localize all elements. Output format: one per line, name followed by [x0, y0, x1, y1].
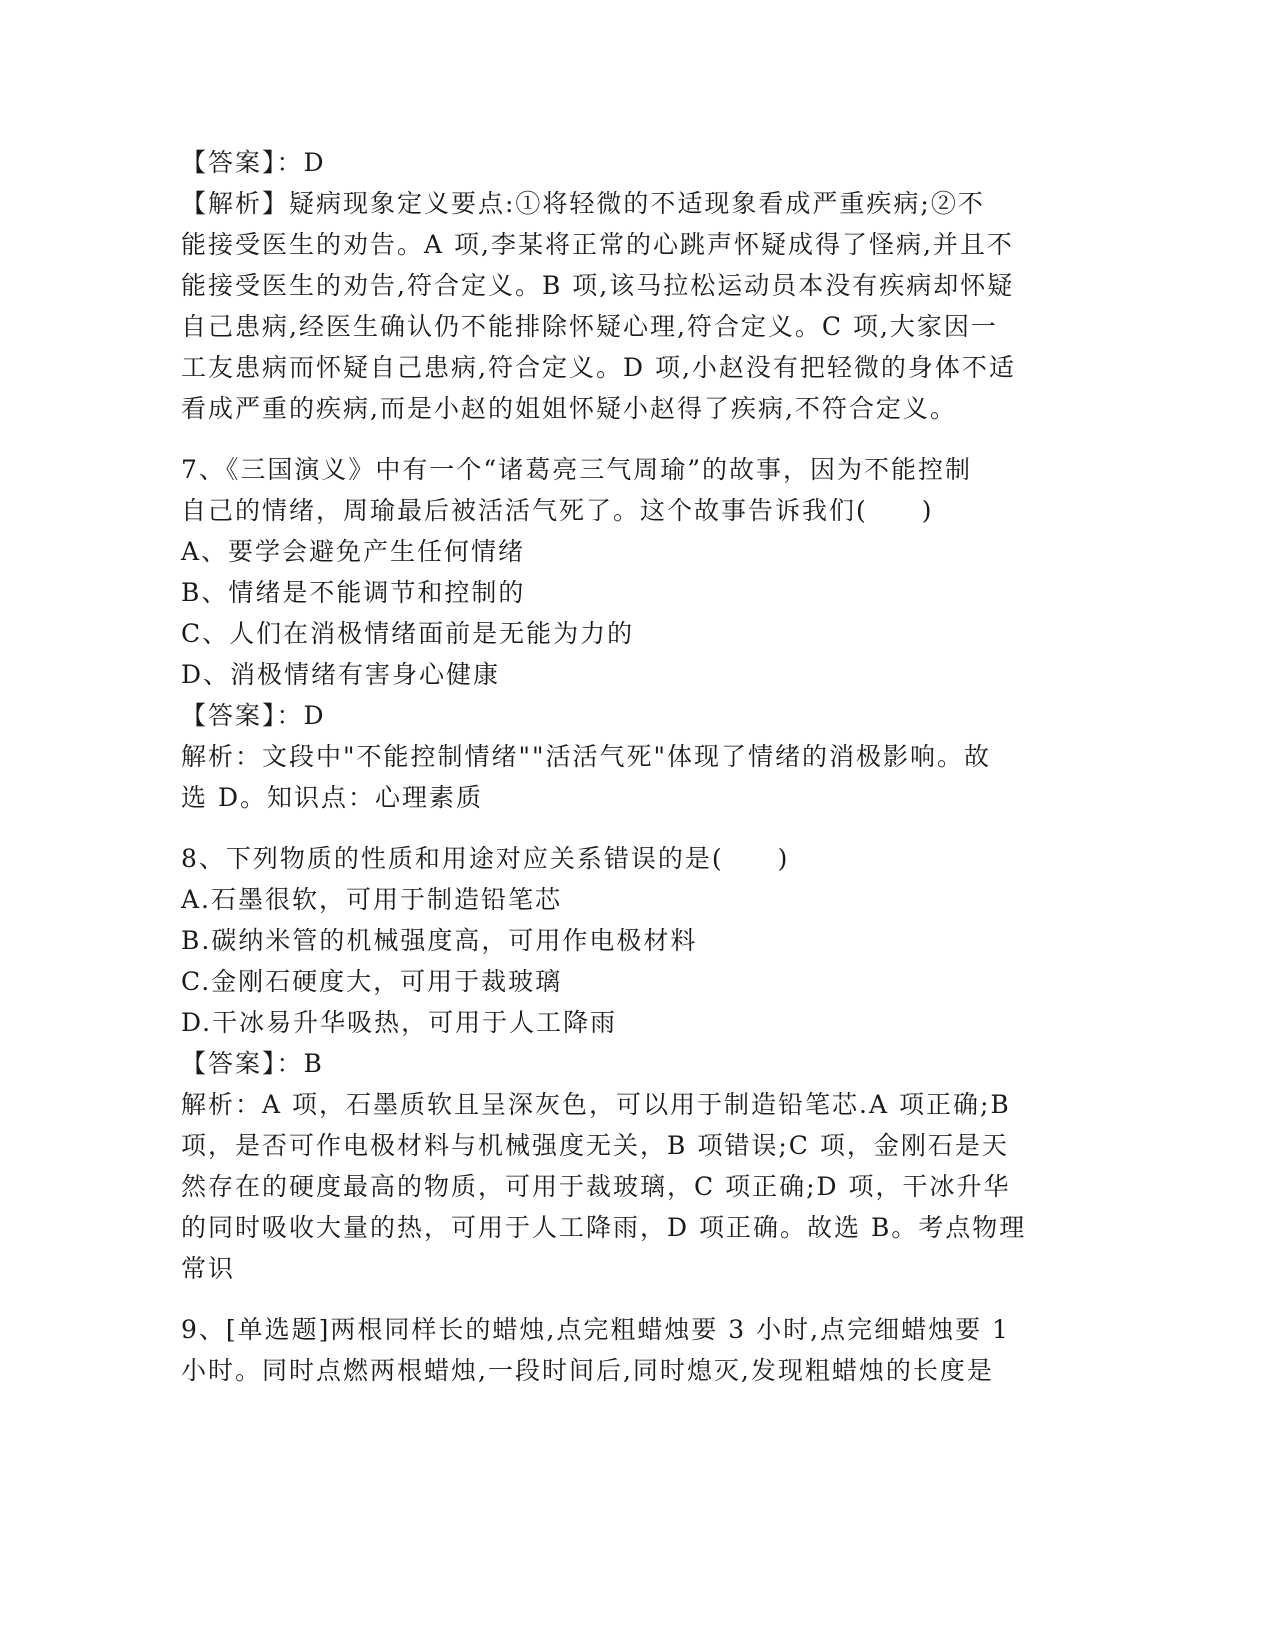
- q7-option-a: A、要学会避免产生任何情绪: [181, 537, 526, 566]
- q9-stem-line: 9、[单选题]两根同样长的蜡烛,点完粗蜡烛要 3 小时,点完细蜡烛要 1: [181, 1315, 1010, 1344]
- question-8: [181, 838, 1043, 1289]
- q8-answer: 【答案】：B: [181, 1049, 324, 1078]
- q7-analysis-line: 选 D。知识点：心理素质: [181, 783, 483, 812]
- q6-analysis-line: 能接受医生的劝告,符合定义。B 项,该马拉松运动员本没有疾病却怀疑: [181, 271, 1015, 300]
- q7-option-b: B、情绪是不能调节和控制的: [181, 578, 526, 607]
- q6-analysis-line: 看成严重的疾病,而是小赵的姐姐怀疑小赵得了疾病,不符合定义。: [181, 394, 957, 423]
- q8-option-c: C.金刚石硬度大，可用于裁玻璃: [181, 967, 563, 996]
- q8-analysis-line: 然存在的硬度最高的物质，可用于裁玻璃，C 项正确;D 项，干冰升华: [181, 1172, 1011, 1201]
- q8-analysis-line: 项，是否可作电极材料与机械强度无关，B 项错误;C 项，金刚石是天: [181, 1131, 1009, 1160]
- question-9: [181, 1309, 1043, 1391]
- q7-stem-line: 自己的情绪，周瑜最后被活活气死了。这个故事告诉我们( ): [181, 496, 934, 525]
- q8-option-b: B.碳纳米管的机械强度高，可用作电极材料: [181, 926, 698, 955]
- q6-analysis-line: 【解析】疑病现象定义要点:①将轻微的不适现象看成严重疾病;②不: [181, 189, 985, 218]
- q7-stem-line: 7、《三国演义》中有一个“诸葛亮三气周瑜”的故事，因为不能控制: [181, 455, 972, 484]
- q7-analysis-line: 解析：文段中"不能控制情绪""活活气死"体现了情绪的消极影响。故: [181, 742, 991, 771]
- q7-answer: 【答案】：D: [181, 701, 326, 730]
- q6-analysis-line: 自己患病,经医生确认仍不能排除怀疑心理,符合定义。C 项,大家因一: [181, 312, 998, 341]
- question-7: [181, 449, 1043, 818]
- q6-analysis-line: 能接受医生的劝告。A 项,李某将正常的心跳声怀疑成得了怪病,并且不: [181, 230, 1014, 259]
- q8-analysis-line: 常识: [181, 1254, 236, 1283]
- document-page: [181, 142, 1043, 1391]
- q9-stem-line: 小时。同时点燃两根蜡烛,一段时间后,同时熄灭,发现粗蜡烛的长度是: [181, 1356, 994, 1385]
- q6-analysis: [181, 183, 1043, 429]
- q8-analysis-line: 解析：A 项，石墨质软且呈深灰色，可以用于制造铅笔芯.A 项正确;B: [181, 1090, 1011, 1119]
- q6-analysis-line: 工友患病而怀疑自己患病,符合定义。D 项,小赵没有把轻微的身体不适: [181, 353, 1016, 382]
- q8-option-d: D.干冰易升华吸热，可用于人工降雨: [181, 1008, 618, 1037]
- q8-stem-line: 8、下列物质的性质和用途对应关系错误的是( ): [181, 844, 790, 873]
- q7-option-d: D、消极情绪有害身心健康: [181, 660, 501, 689]
- q8-option-a: A.石墨很软，可用于制造铅笔芯: [181, 885, 563, 914]
- q7-option-c: C、人们在消极情绪面前是无能为力的: [181, 619, 635, 648]
- q6-answer: 【答案】：D: [181, 148, 326, 177]
- q8-analysis-line: 的同时吸收大量的热，可用于人工降雨，D 项正确。故选 B。考点物理: [181, 1213, 1027, 1242]
